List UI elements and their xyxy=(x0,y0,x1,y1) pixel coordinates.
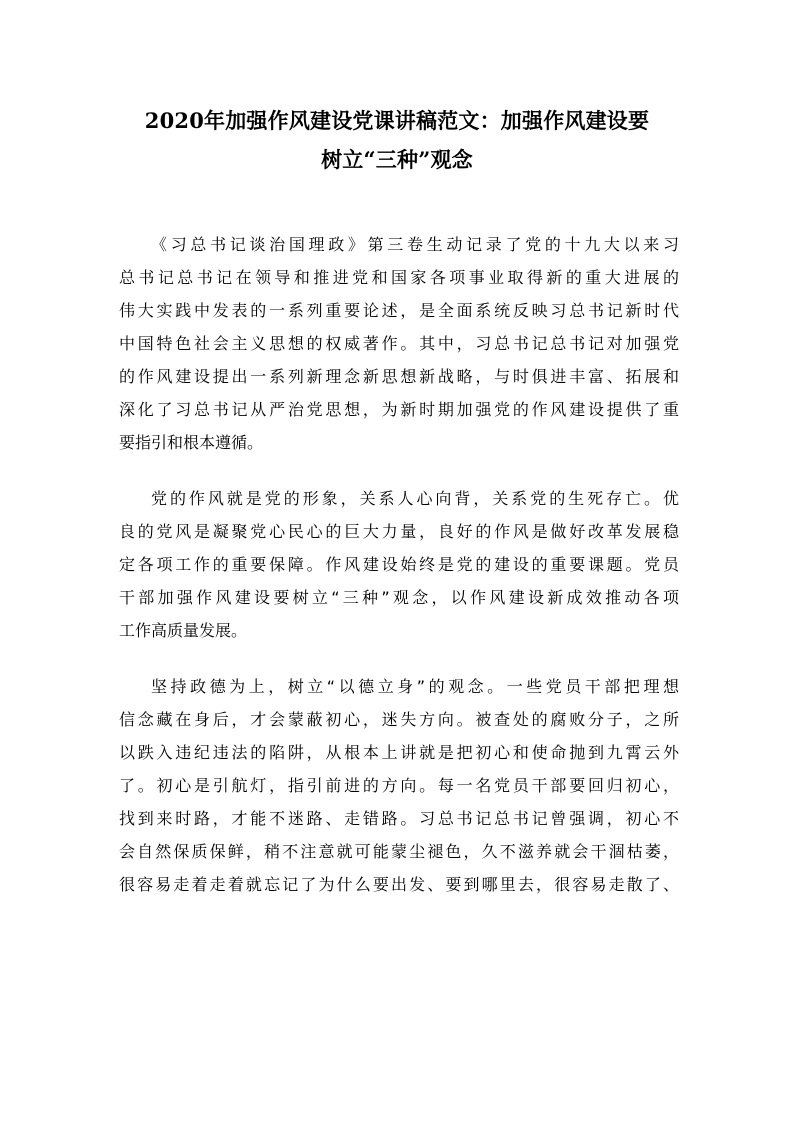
paragraph-line: 工作高质量发展。 xyxy=(119,621,248,640)
paragraph-line: 总书记总书记在领导和推进党和国家各项事业取得新的重大进展的 xyxy=(119,268,679,287)
paragraph-line: 会自然保质保鲜，稍不注意就可能蒙尘褪色，久不滋养就会干涸枯萎， xyxy=(119,842,679,861)
paragraph-line: 深化了习总书记从严治党思想，为新时期加强党的作风建设提供了重 xyxy=(119,400,679,419)
paragraph-line: 定各项工作的重要保障。作风建设始终是党的建设的重要课题。党员 xyxy=(119,555,679,574)
paragraph-line: 《习总书记谈治国理政》第三卷生动记录了党的十九大以来习 xyxy=(151,235,679,254)
paragraph-1 xyxy=(119,228,679,459)
paragraph-3 xyxy=(119,670,679,901)
paragraph-line: 坚持政德为上，树立“以德立身”的观念。一些党员干部把理想 xyxy=(151,677,679,696)
paragraph-line: 的作风建设提出一系列新理念新思想新战略，与时俱进丰富、拓展和 xyxy=(119,367,679,386)
title-line-2: 树立“三种”观念 xyxy=(321,147,473,172)
title-line-1: 2020年加强作风建设党课讲稿范文：加强作风建设要 xyxy=(144,108,650,133)
document-body xyxy=(119,228,679,924)
paragraph-line: 中国特色社会主义思想的权威著作。其中，习总书记总书记对加强党 xyxy=(119,334,679,353)
paragraph-line: 找到来时路，才能不迷路、走错路。习总书记总书记曾强调，初心不 xyxy=(119,809,679,828)
paragraph-line: 信念藏在身后，才会蒙蔽初心，迷失方向。被查处的腐败分子，之所 xyxy=(119,710,679,729)
document-title xyxy=(110,101,684,179)
paragraph-line: 党的作风就是党的形象，关系人心向背，关系党的生死存亡。优 xyxy=(151,489,679,508)
paragraph-line: 伟大实践中发表的一系列重要论述，是全面系统反映习总书记新时代 xyxy=(119,301,679,320)
paragraph-line: 以跌入违纪违法的陷阱，从根本上讲就是把初心和使命抛到九霄云外 xyxy=(119,743,679,762)
paragraph-line: 干部加强作风建设要树立“三种”观念，以作风建设新成效推动各项 xyxy=(119,588,679,607)
paragraph-2 xyxy=(119,482,679,647)
paragraph-line: 了。初心是引航灯，指引前进的方向。每一名党员干部要回归初心， xyxy=(119,776,679,795)
paragraph-line: 要指引和根本遵循。 xyxy=(119,433,264,452)
paragraph-line: 很容易走着走着就忘记了为什么要出发、要到哪里去，很容易走散了、 xyxy=(119,875,679,894)
paragraph-line: 良的党风是凝聚党心民心的巨大力量，良好的作风是做好改革发展稳 xyxy=(119,522,679,541)
